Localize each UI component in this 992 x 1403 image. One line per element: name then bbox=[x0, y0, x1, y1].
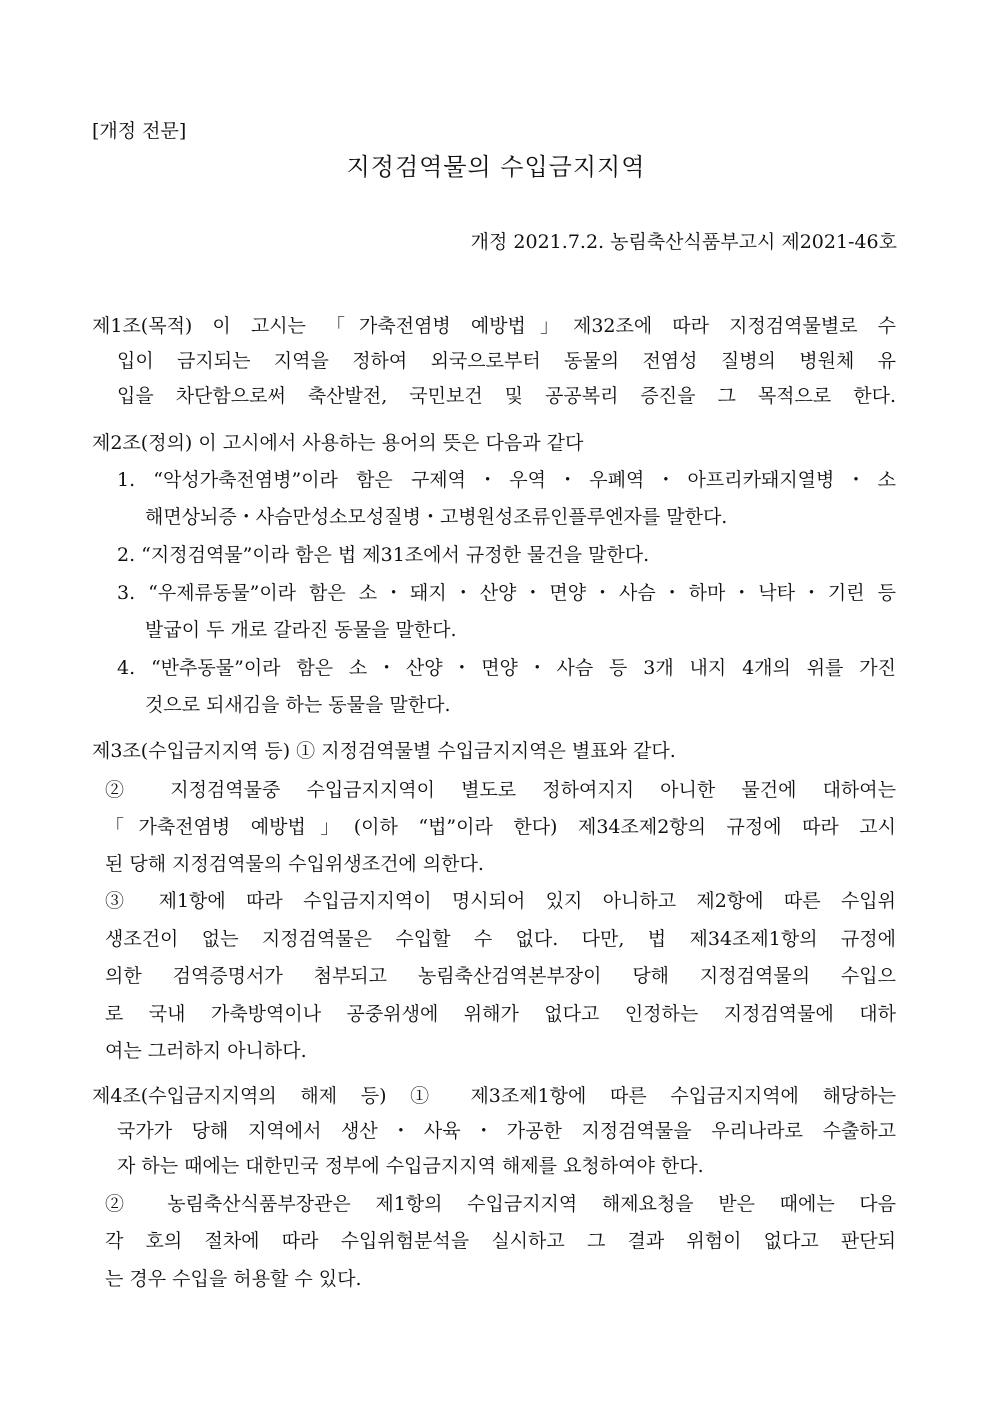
article4-line: 제4조(수입금지지역의 해제 등) ① 제3조제1항에 따른 수입금지지역에 해당하는 bbox=[92, 1085, 896, 1107]
article1-line: 입이 금지되는 지역을 정하여 외국으로부터 동물의 전염성 질병의 병원체 유 bbox=[117, 350, 896, 372]
article2-item2-line: 2. “지정검역물”이라 함은 법 제31조에서 규정한 물건을 말한다. bbox=[117, 544, 650, 566]
article3-line: 제3조(수입금지지역 등) ① 지정검역물별 수입금지지역은 별표와 같다. bbox=[92, 740, 676, 762]
article3-para2-line: 「가축전염병 예방법」(이하 “법”이라 한다) 제34조제2항의 규정에 따라 고시 bbox=[105, 816, 896, 838]
article3-para3-line: 의한 검역증명서가 첨부되고 농림축산검역본부장이 당해 지정검역물의 수입으 bbox=[105, 965, 896, 987]
article3-para3-line: 로 국내 가축방역이나 공중위생에 위해가 없다고 인정하는 지정검역물에 대하 bbox=[105, 1003, 896, 1025]
article1-line: 제1조(목적) 이 고시는 「가축전염병 예방법」제32조에 따라 지정검역물별로 수 bbox=[92, 315, 896, 337]
revision-note: [개정 전문] bbox=[92, 120, 187, 142]
article1-line: 입을 차단함으로써 축산발전, 국민보건 및 공공복리 증진을 그 목적으로 한다. bbox=[117, 385, 896, 407]
article2-item4-line: 4. “반추동물”이라 함은 소・산양・면양・사슴 등 3개 내지 4개의 위를 가진 bbox=[117, 657, 896, 679]
revision-info: 개정 2021.7.2. 농림축산식품부고시 제2021-46호 bbox=[470, 231, 897, 253]
article4-para2-line: 는 경우 수입을 허용할 수 있다. bbox=[105, 1268, 362, 1290]
article2-item3-line: 발굽이 두 개로 갈라진 동물을 말한다. bbox=[145, 619, 457, 641]
article4-line: 자 하는 때에는 대한민국 정부에 수입금지지역 해제를 요청하여야 한다. bbox=[117, 1155, 704, 1177]
article2-item3-line: 3. “우제류동물”이라 함은 소・돼지・산양・면양・사슴・하마・낙타・기린 등 bbox=[117, 582, 896, 604]
article2-item1-line: 1. “악성가축전염병”이라 함은 구제역・우역・우폐역・아프리카돼지열병・소 bbox=[117, 469, 896, 491]
article3-para3-line: 여는 그러하지 아니하다. bbox=[105, 1040, 307, 1062]
article3-para2-line: 된 당해 지정검역물의 수입위생조건에 의한다. bbox=[105, 853, 484, 875]
article2-item1-line: 해면상뇌증・사슴만성소모성질병・고병원성조류인플루엔자를 말한다. bbox=[145, 506, 728, 528]
page-title: 지정검역물의 수입금지지역 bbox=[346, 153, 646, 181]
article2-heading: 제2조(정의) 이 고시에서 사용하는 용어의 뜻은 다음과 같다 bbox=[92, 432, 584, 454]
article4-para2-line: ② 농림축산식품부장관은 제1항의 수입금지지역 해제요청을 받은 때에는 다음 bbox=[105, 1193, 896, 1215]
article4-para2-line: 각 호의 절차에 따라 수입위험분석을 실시하고 그 결과 위험이 없다고 판단되 bbox=[105, 1230, 896, 1252]
article2-item4-line: 것으로 되새김을 하는 동물을 말한다. bbox=[145, 694, 451, 716]
article3-para2-line: ② 지정검역물중 수입금지지역이 별도로 정하여지지 아니한 물건에 대하여는 bbox=[105, 779, 896, 801]
article4-line: 국가가 당해 지역에서 생산・사육・가공한 지정검역물을 우리나라로 수출하고 bbox=[117, 1120, 896, 1142]
article3-para3-line: 생조건이 없는 지정검역물은 수입할 수 없다. 다만, 법 제34조제1항의 규정에 bbox=[105, 928, 896, 950]
article3-para3-line: ③ 제1항에 따라 수입금지지역이 명시되어 있지 아니하고 제2항에 따른 수입위 bbox=[105, 890, 896, 912]
